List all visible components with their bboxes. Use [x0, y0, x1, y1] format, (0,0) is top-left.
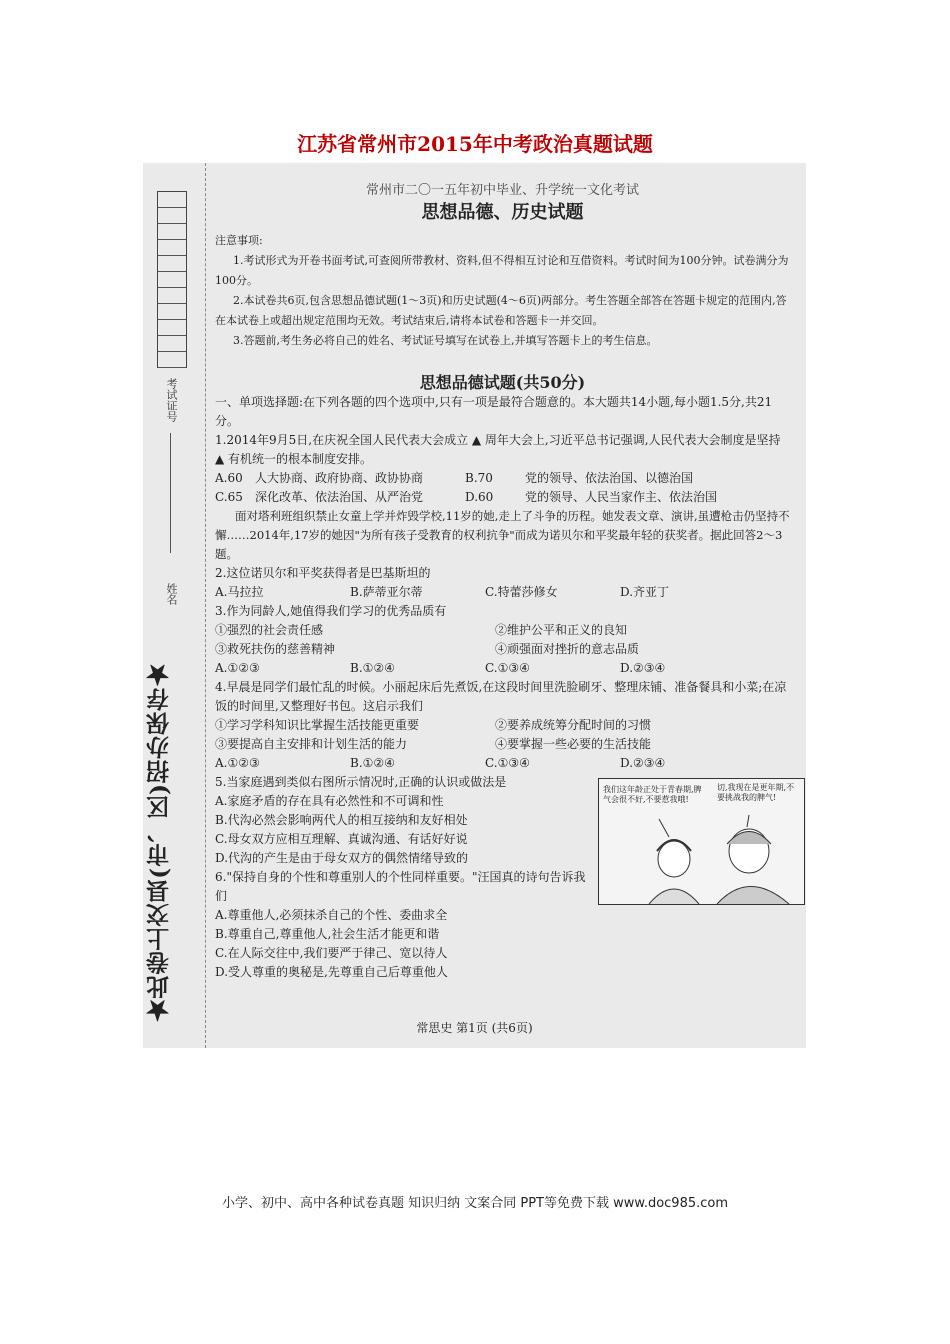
exam-number-label: 考试证号 — [165, 378, 178, 422]
exam-photo — [143, 163, 806, 1048]
question-3-options — [215, 659, 790, 678]
option: C.①③④ — [485, 661, 530, 675]
statement: ①强烈的社会责任感 — [215, 623, 324, 637]
option: B.萨蒂亚尔蒂 — [350, 585, 423, 599]
option: C.在人际交往中,我们要严于律己、宽以待人 — [215, 946, 448, 960]
option: C.母女双方应相互理解、真诚沟通、有话好好说 — [215, 832, 468, 846]
seal-text: ★此卷上交县(市、区)招办保存★ — [146, 663, 173, 1023]
question-2: 2.这位诺贝尔和平奖获得者是巴基斯坦的 — [215, 566, 431, 580]
question-4: 4.早晨是同学们最忙乱的时候。小丽起床后先煮饭,在这段时间里洗脸刷牙、整理床铺、准备餐具和小菜;在凉饭的时间里,又整理好书包。这启示我们 — [215, 680, 787, 713]
option: B.①②④ — [350, 661, 395, 675]
notes-title: 注意事项: — [215, 234, 263, 247]
speech-bubble-daughter: 我们这年龄正处于青春期,脾气会很不好,不要惹我哦! — [603, 785, 702, 804]
question-1-options — [215, 469, 790, 507]
cut-line — [205, 163, 207, 1048]
note-item: 1.考试形式为开卷书面考试,可查阅所带教材、资料,但不得相互讨论和互借资料。考试时间为100分钟。试卷满分为100分。 — [215, 254, 789, 287]
option: B.①②④ — [350, 756, 395, 770]
question-1: 1.2014年9月5日,在庆祝全国人民代表大会成立 ▲ 周年大会上,习近平总书记强调,人民代表大会制度是坚持 ▲ 有机统一的根本制度安排。 — [215, 433, 781, 466]
option: A.马拉拉 — [215, 585, 264, 599]
statement: ③要提高自主安排和计划生活的能力 — [215, 737, 408, 751]
option: D.受人尊重的奥秘是,先尊重自己后尊重他人 — [215, 965, 448, 979]
cartoon-illustration — [598, 778, 805, 905]
option: D.齐亚丁 — [620, 585, 670, 599]
question-2-options — [215, 583, 790, 602]
option: C.65 — [215, 490, 243, 504]
statement: ②维护公平和正义的良知 — [495, 623, 628, 637]
option: D.代沟的产生是由于母女双方的偶然情绪导致的 — [215, 851, 469, 865]
option: A.家庭矛盾的存在具有必然性和不可调和性 — [215, 794, 444, 808]
option: A.①②③ — [215, 756, 260, 770]
statement: ①学习学科知识比掌握生活技能更重要 — [215, 718, 420, 732]
exam-header: 常州市二〇一五年初中毕业、升学统一文化考试 — [365, 183, 639, 198]
option: D.②③④ — [620, 661, 666, 675]
option: D.②③④ — [620, 756, 666, 770]
option: B.尊重自己,尊重他人,社会生活才能更和谐 — [215, 927, 440, 941]
question-4-items — [215, 716, 790, 754]
question-3-items — [215, 621, 790, 659]
option-text: 人大协商、政府协商、政协协商 — [255, 471, 424, 485]
section-title: 思想品德试题(共50分) — [419, 373, 586, 392]
site-footer: 小学、初中、高中各种试卷真题 知识归纳 文案合同 PPT等免费下载 www.doc985.com — [221, 1196, 729, 1211]
statement: ④要掌握一些必要的生活技能 — [495, 737, 652, 751]
section-intro: 一、单项选择题:在下列各题的四个选项中,只有一项是最符合题意的。本大题共14小题,每小题1.5分,共21分。 — [215, 395, 773, 428]
option: A.60 — [215, 471, 243, 485]
exam-number-boxes — [157, 191, 187, 368]
note-item: 2.本试卷共6页,包含思想品德试题(1～3页)和历史试题(4～6页)两部分。考生答题全部答在答题卡规定的范围内,答在本试卷上或超出规定范围均无效。考试结束后,请将本试卷和答题卡一并交回。 — [215, 294, 787, 327]
statement: ③救死扶伤的慈善精神 — [215, 642, 336, 656]
option-text: 深化改革、依法治国、从严治党 — [255, 490, 424, 504]
statement: ④顽强面对挫折的意志品质 — [495, 642, 640, 656]
document-title: 江苏省常州市2015年中考政治真题试题 — [297, 132, 653, 156]
name-label: 姓名 — [165, 583, 178, 605]
option: B.代沟必然会影响两代人的相互接纳和友好相处 — [215, 813, 468, 827]
option: C.①③④ — [485, 756, 530, 770]
statement: ②要养成统筹分配时间的习惯 — [495, 718, 652, 732]
question-5: 5.当家庭遇到类似右图所示情况时,正确的认识或做法是 — [215, 775, 507, 789]
question-6: 6."保持自身的个性和尊重别人的个性同样重要。"汪国真的诗句告诉我们 — [215, 870, 586, 903]
reading-passage: 面对塔利班组织禁止女童上学并炸毁学校,11岁的她,走上了斗争的历程。她发表文章、演讲,虽遭枪击仍坚持不懈……2014年,17岁的她因"为所有孩子受教育的权利抗争"而成为诺贝尔和平奖最年轻的获奖者。据此回答2～3题。 — [215, 509, 790, 561]
cartoon-figures — [599, 779, 804, 904]
exam-subject: 思想品德、历史试题 — [421, 202, 584, 223]
option-text: 党的领导、人民当家作主、依法治国 — [525, 490, 718, 504]
exam-number-line — [170, 433, 171, 553]
page-footer: 常思史 第1页 (共6页) — [416, 1021, 533, 1035]
option: B.70 — [465, 471, 493, 485]
option-text: 党的领导、依法治国、以德治国 — [525, 471, 694, 485]
speech-bubble-mother: 切,我现在是更年期,不要挑战我的脾气! — [717, 783, 795, 802]
option: C.特蕾莎修女 — [485, 585, 558, 599]
note-item: 3.答题前,考生务必将自己的姓名、考试证号填写在试卷上,并填写答题卡上的考生信息。 — [233, 334, 658, 347]
question-3: 3.作为同龄人,她值得我们学习的优秀品质有 — [215, 604, 447, 618]
option: A.①②③ — [215, 661, 260, 675]
option: D.60 — [465, 490, 494, 504]
binding-margin — [143, 163, 203, 1048]
option: A.尊重他人,必须抹杀自己的个性、委曲求全 — [215, 908, 448, 922]
question-4-options — [215, 754, 790, 773]
